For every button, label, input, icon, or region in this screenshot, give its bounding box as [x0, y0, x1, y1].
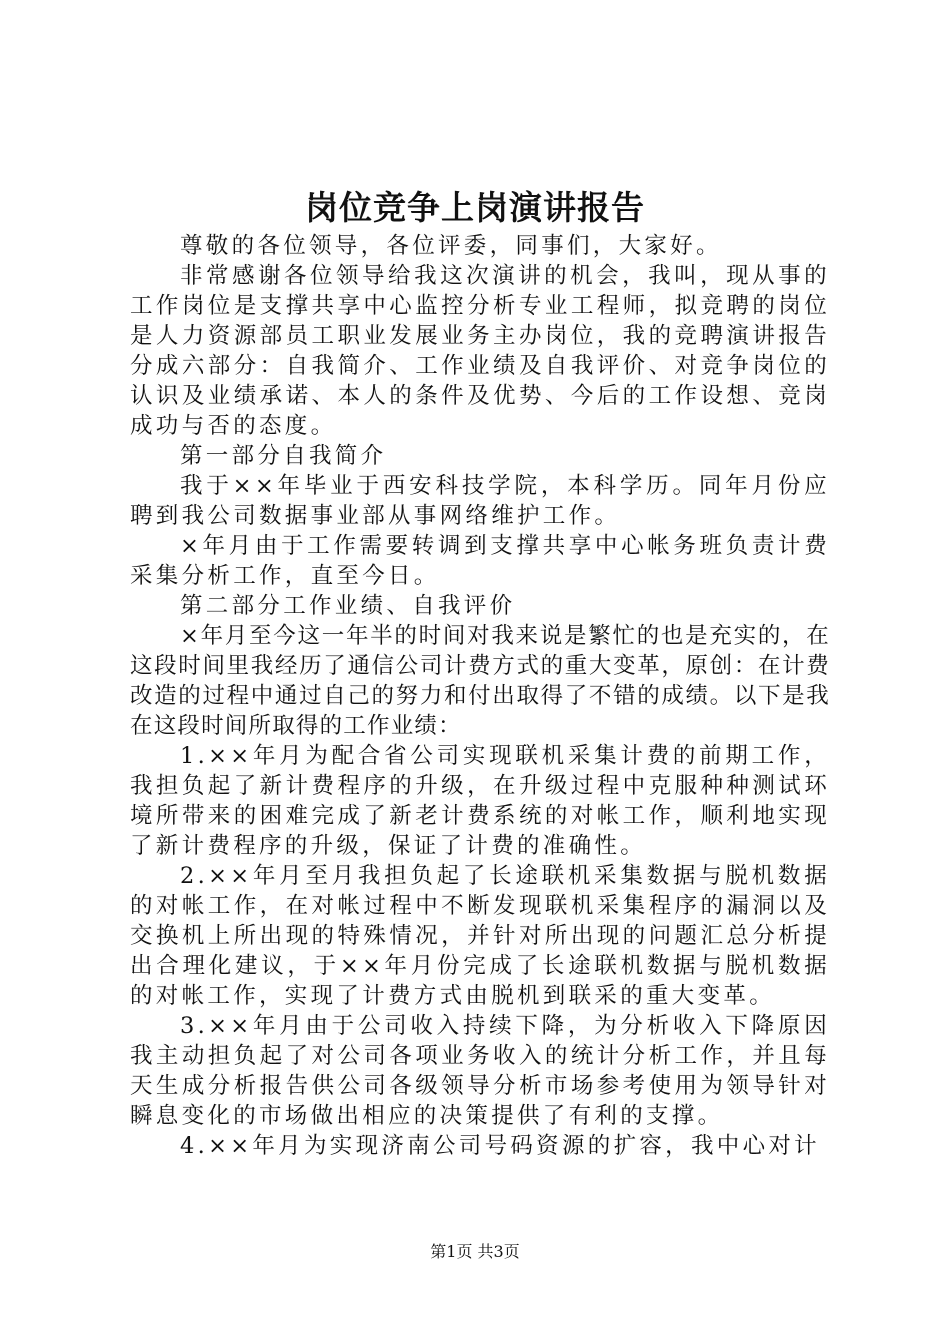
section-heading-part-one: 第一部分自我简介 [180, 443, 387, 469]
paragraph-transfer: ×年月由于工作需要转调到支撑共享中心帐务班负责计费采集分析工作，直至今日。 [130, 533, 830, 589]
page-number-footer: 第1页 共3页 [430, 1242, 520, 1261]
list-item-achievement-4: 4.××年月为实现济南公司号码资源的扩容，我中心对计 [180, 1133, 820, 1159]
paragraph-introduction: 非常感谢各位领导给我这次演讲的机会，我叫，现从事的工作岗位是支撑共享中心监控分析专业工程师，拟竞聘的岗位是人力资源部员工职业发展业务主办岗位，我的竞聘演讲报告分成六部分：自我简介、工作业绩及自我评价、对竞争岗位的认识及业绩承诺、本人的条件及优势、今后的工作设想、竞岗成功与否的态度。 [130, 263, 830, 439]
section-heading-part-two: 第二部分工作业绩、自我评价 [180, 593, 516, 619]
document-body [130, 231, 830, 1161]
paragraph-greeting: 尊敬的各位领导，各位评委，同事们，大家好。 [180, 233, 722, 259]
list-item-achievement-3: 3.××年月由于公司收入持续下降，为分析收入下降原因我主动担负起了对公司各项业务收入的统计分析工作，并且每天生成分析报告供公司各级领导分析市场参考使用为领导针对瞬息变化的市场做出相应的决策提供了有利的支撑。 [130, 1013, 830, 1129]
list-item-achievement-2: 2.××年月至月我担负起了长途联机采集数据与脱机数据的对帐工作，在对帐过程中不断发现联机采集程序的漏洞以及交换机上所出现的特殊情况，并针对所出现的问题汇总分析提出合理化建议，于××年月份完成了长途联机数据与脱机数据的对帐工作，实现了计费方式由脱机到联采的重大变革。 [130, 863, 830, 1009]
paragraph-achievements-intro: ×年月至今这一年半的时间对我来说是繁忙的也是充实的，在这段时间里我经历了通信公司计费方式的重大变革，原创：在计费改造的过程中通过自己的努力和付出取得了不错的成绩。以下是我在这段时间所取得的工作业绩： [130, 623, 830, 739]
paragraph-education: 我于××年毕业于西安科技学院，本科学历。同年月份应聘到我公司数据事业部从事网络维护工作。 [130, 473, 830, 529]
list-item-achievement-1: 1.××年月为配合省公司实现联机采集计费的前期工作，我担负起了新计费程序的升级，在升级过程中克服种种测试环境所带来的困难完成了新老计费系统的对帐工作，顺利地实现了新计费程序的升级，保证了计费的准确性。 [130, 743, 830, 859]
document-title: 岗位竞争上岗演讲报告 [305, 188, 645, 227]
